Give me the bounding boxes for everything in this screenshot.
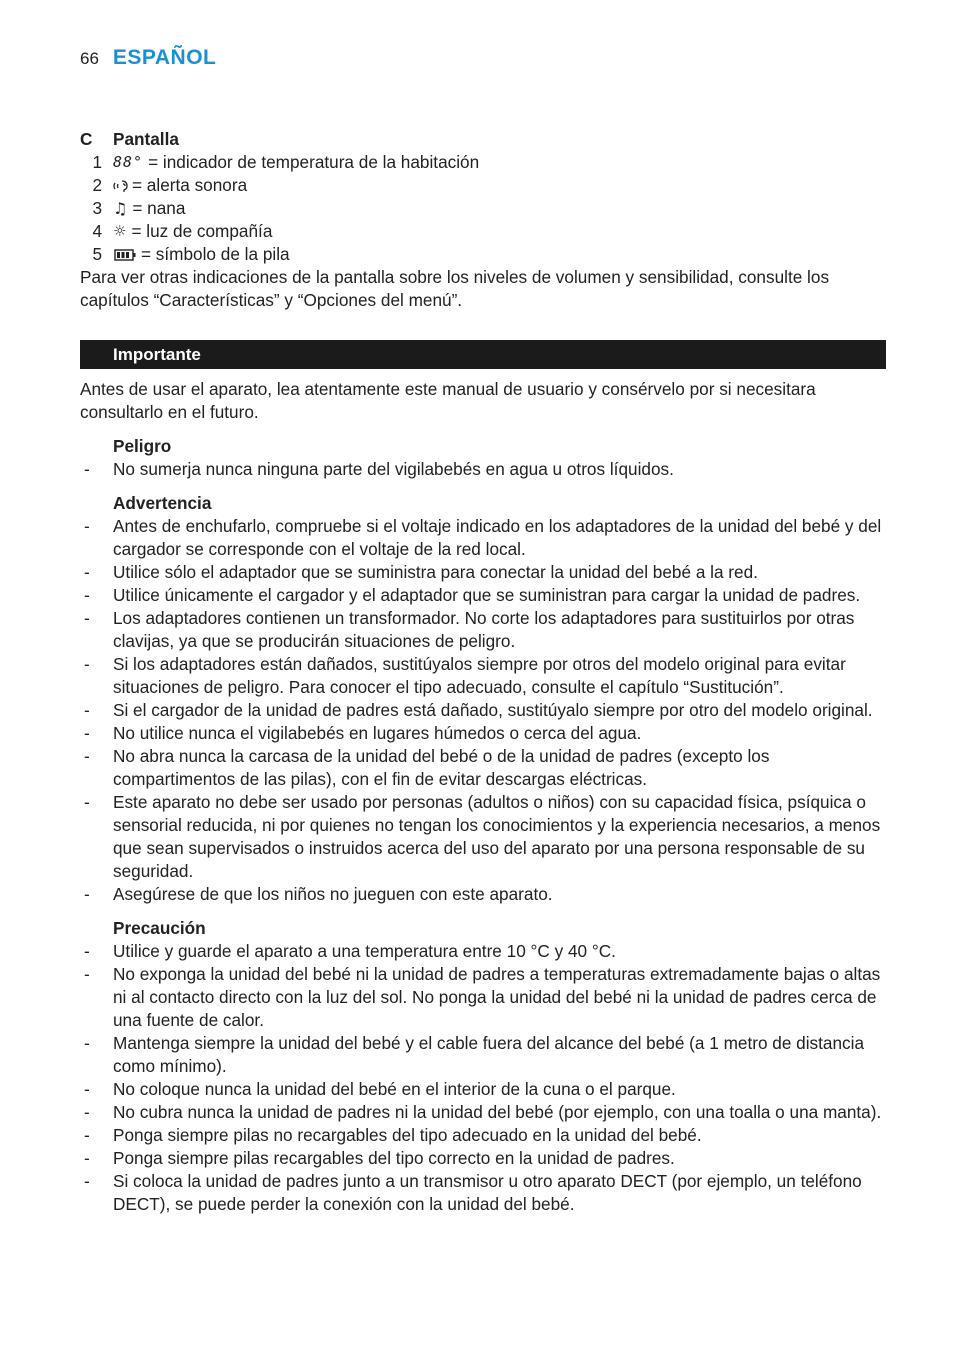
precaucion-list xyxy=(80,940,886,1216)
list-item: - Utilice sólo el adaptador que se suministra para conectar la unidad del bebé a la red. xyxy=(80,561,886,584)
legend-item xyxy=(80,174,886,197)
list-item: - Utilice únicamente el cargador y el adaptador que se suministran para cargar la unidad de padres. xyxy=(80,584,886,607)
display-note: Para ver otras indicaciones de la pantalla sobre los niveles de volumen y sensibilidad, consulte los capítulos “Características” y “Opciones del menú”. xyxy=(80,267,830,310)
list-item: - No sumerja nunca ninguna parte del vigilabebés en agua u otros líquidos. xyxy=(80,458,886,481)
legend-number: 5 xyxy=(92,244,102,264)
display-legend-list xyxy=(80,151,886,266)
list-item: - No cubra nunca la unidad de padres ni la unidad del bebé (por ejemplo, con una toalla o una manta). xyxy=(80,1101,886,1124)
subhead-precaucion: Precaución xyxy=(113,918,206,938)
list-item: - No abra nunca la carcasa de la unidad del bebé o de la unidad de padres (excepto los compartimentos de las pilas), con el fin de evitar descargas eléctricas. xyxy=(80,745,886,791)
list-item: - No utilice nunca el vigilabebés en lugares húmedos o cerca del agua. xyxy=(80,722,886,745)
battery-icon xyxy=(114,249,136,261)
legend-item xyxy=(80,197,886,220)
legend-text: = alerta sonora xyxy=(132,175,248,195)
important-intro: Antes de usar el aparato, lea atentamente este manual de usuario y consérvelo por si necesitara consultarlo en el futuro. xyxy=(80,379,816,422)
list-item: - Ponga siempre pilas no recargables del tipo adecuado en la unidad del bebé. xyxy=(80,1124,886,1147)
legend-number: 4 xyxy=(92,221,102,241)
section-title: Pantalla xyxy=(113,129,179,149)
list-item: - No coloque nunca la unidad del bebé en el interior de la cuna o el parque. xyxy=(80,1078,886,1101)
subhead-peligro: Peligro xyxy=(113,436,172,456)
section-bar-importante: Importante xyxy=(80,340,886,369)
legend-text: = nana xyxy=(132,198,186,218)
peligro-list xyxy=(80,458,886,481)
language-title: ESPAÑOL xyxy=(112,46,217,69)
legend-text: = indicador de temperatura de la habitación xyxy=(148,152,480,172)
list-item: - Ponga siempre pilas recargables del tipo correcto en la unidad de padres. xyxy=(80,1147,886,1170)
temperature-digits-icon: 88° xyxy=(113,153,144,171)
list-item: - Utilice y guarde el aparato a una temperatura entre 10 °C y 40 °C. xyxy=(80,940,886,963)
legend-item xyxy=(80,151,886,174)
legend-item xyxy=(80,243,886,266)
list-item: - Si el cargador de la unidad de padres está dañado, sustitúyalo siempre por otro del modelo original. xyxy=(80,699,886,722)
section-letter: C xyxy=(80,129,93,149)
legend-text: = símbolo de la pila xyxy=(141,244,290,264)
legend-number: 3 xyxy=(92,198,102,218)
legend-item xyxy=(80,220,886,243)
page-number: 66 xyxy=(80,49,99,68)
list-item: - Mantenga siempre la unidad del bebé y el cable fuera del alcance del bebé (a 1 metro de distancia como mínimo). xyxy=(80,1032,886,1078)
list-item: - Si coloca la unidad de padres junto a un transmisor u otro aparato DECT (por ejemplo, un teléfono DECT), se puede perder la conexión con la unidad del bebé. xyxy=(80,1170,886,1216)
music-note-icon: ♫ xyxy=(113,199,128,218)
list-item: - Este aparato no debe ser usado por personas (adultos o niños) con su capacidad física, psíquica o sensorial reducida, ni por quienes no tengan los conocimientos y la experiencia necesarios, a menos que sean supervisados o instruidos acerca del uso del aparato por una persona responsable de su seguridad. xyxy=(80,791,886,883)
list-item: - Asegúrese de que los niños no jueguen con este aparato. xyxy=(80,883,886,906)
advertencia-list xyxy=(80,515,886,906)
list-item: - Si los adaptadores están dañados, sustitúyalos siempre por otros del modelo original para evitar situaciones de peligro. Para conocer el tipo adecuado, consulte el capítulo “Sustitución”. xyxy=(80,653,886,699)
page-content xyxy=(80,128,886,1216)
legend-text: = luz de compañía xyxy=(131,221,273,241)
subhead-advertencia: Advertencia xyxy=(113,493,212,513)
list-item: - Antes de enchufarlo, compruebe si el voltaje indicado en los adaptadores de la unidad del bebé y del cargador se corresponde con el voltaje de la red local. xyxy=(80,515,886,561)
legend-number: 1 xyxy=(92,152,102,172)
list-item: - No exponga la unidad del bebé ni la unidad de padres a temperaturas extremadamente bajas o altas ni al contacto directo con la luz del sol. No ponga la unidad del bebé ni la unidad de padres cerca de una fuente de calor. xyxy=(80,963,886,1032)
sound-alert-icon xyxy=(113,178,131,194)
page-header xyxy=(80,46,216,70)
nightlight-icon: ☼ xyxy=(113,222,127,240)
section-c-heading xyxy=(80,128,886,151)
legend-number: 2 xyxy=(92,175,102,195)
list-item: - Los adaptadores contienen un transformador. No corte los adaptadores para sustituirlos por otras clavijas, ya que se producirán situaciones de peligro. xyxy=(80,607,886,653)
